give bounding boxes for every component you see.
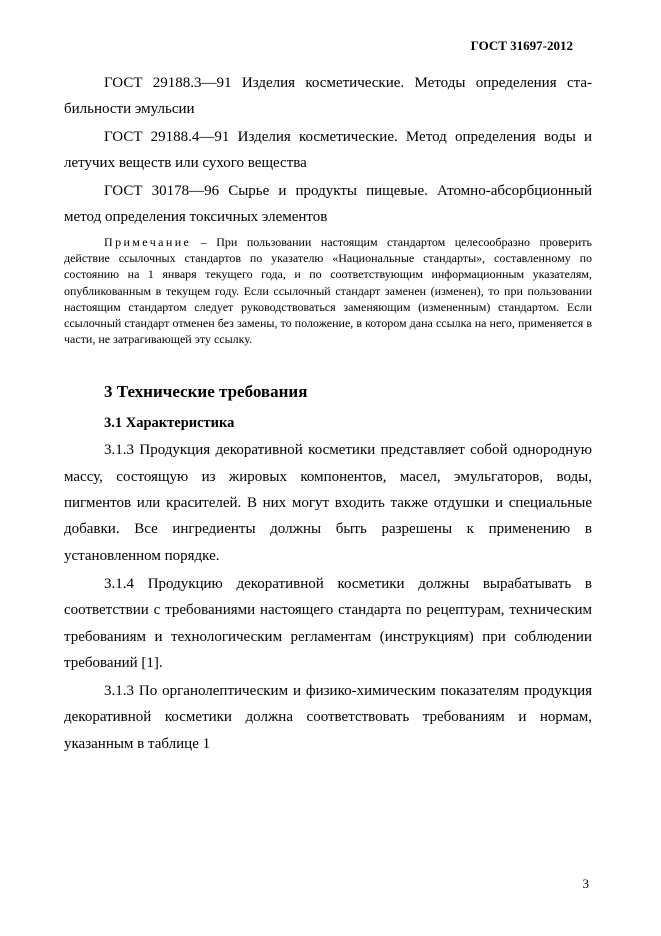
reference-continuation — [64, 204, 592, 230]
reference-lead: ГОСТ 29188.4—91 Изделия косметические. Метод определения воды и — [104, 129, 592, 145]
reference-cont-text: метод определения токсичных элементов — [64, 209, 328, 225]
subsection-title: 3.1 Характеристика — [104, 415, 235, 432]
body-paragraph: 3.1.3 Продукция декоративной косметики представляет собой однородную массу, состоящую из жировых компонентов, масел, эмульгаторов, воды, пигментов или красителей. В них могут входить также отдушки и специальные добавки. Все ингредиенты должны быть разрешены к применению в установленном порядке. — [64, 442, 592, 564]
note-paragraph — [64, 234, 592, 347]
body-paragraph: 3.1.3 По органолептическим и физико-химическим показателям продукция декоративной косметики должна соответствовать требованиям и нормам, указанным в таблице 1 — [64, 683, 592, 752]
note-label: Примечание — [104, 235, 192, 249]
note-text: При пользовании настоящим стандартом целесообразно проверить действие ссылочных стандартов по указателю «Национальные стандарты», составленному по состоянию на 1 января текущего года, и по соответствующим информационным указателям, опубликованным в текущем году. Если ссылочный стандарт заменен (изменен), то при пользовании настоящим стандартом следует руководствоваться заменяющим (измененным) стандартом. Если ссылочный стандарт отменен без замены, то положение, в котором дана ссылка на него, применяется в части, не затрагивающей эту ссылку. — [64, 235, 592, 347]
reference-lead: ГОСТ 30178—96 Сырье и продукты пищевые. Атомно-абсорбционный — [104, 183, 592, 199]
document-code: ГОСТ 31697-2012 — [470, 38, 573, 53]
reference-cont-text: летучих веществ или сухого вещества — [64, 155, 307, 171]
section-title: 3 Технические требования — [104, 382, 308, 402]
normative-reference — [64, 178, 592, 230]
reference-lead: ГОСТ 29188.3—91 Изделия косметические. Методы определения ста- — [104, 75, 592, 91]
page-content — [64, 70, 592, 757]
page-number: 3 — [582, 876, 589, 891]
reference-cont-text: бильности эмульсии — [64, 101, 195, 117]
body-paragraph: 3.1.4 Продукцию декоративной косметики должны вырабатывать в соответствии с требованиями настоящего стандарта по рецептурам, техническим требованиям и технологическим регламентам (инструкциям) при соблюдении требований [1]. — [64, 575, 592, 671]
note-dash: – — [191, 235, 217, 249]
reference-continuation — [64, 96, 592, 122]
reference-line — [64, 70, 592, 96]
reference-line — [64, 124, 592, 150]
reference-continuation — [64, 150, 592, 176]
reference-line — [64, 178, 592, 204]
normative-reference — [64, 124, 592, 176]
normative-reference — [64, 70, 592, 122]
